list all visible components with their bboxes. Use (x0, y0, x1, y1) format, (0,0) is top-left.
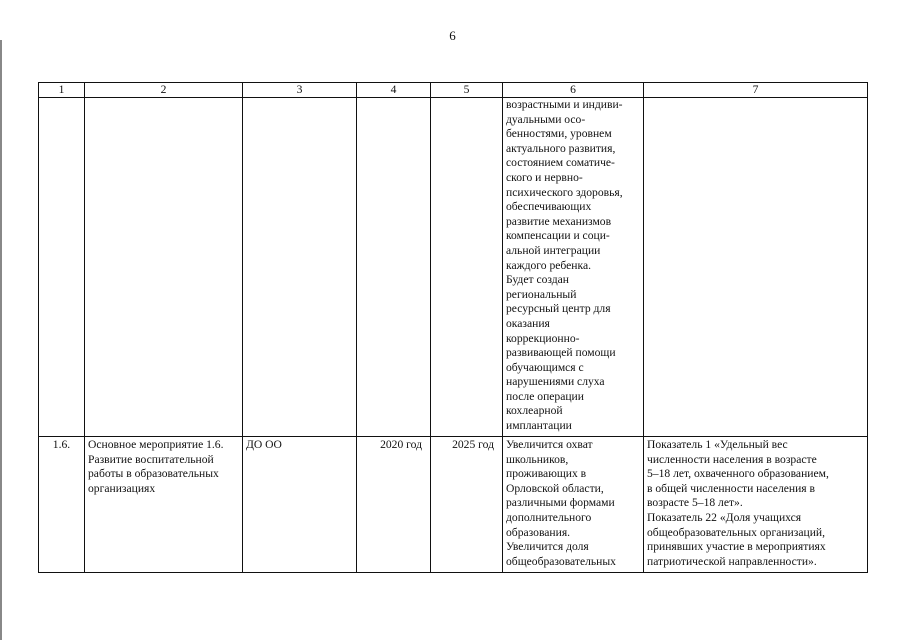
header-cell-1: 1 (39, 83, 85, 98)
activity-line: работы в образовательных (88, 467, 219, 481)
result-line: Увеличится охват (506, 438, 593, 451)
indicator-cell (644, 437, 868, 573)
result-line: бенностями, уровнем (506, 127, 612, 141)
indicator-line: Показатель 22 «Доля учащихся (647, 510, 802, 524)
activity-line: Основное мероприятие 1.6. (88, 438, 224, 451)
result-line: актуального развития, (506, 141, 616, 155)
result-line: состоянием соматиче- (506, 156, 615, 170)
result-line: имплантации (506, 419, 572, 433)
header-row (39, 83, 868, 98)
result-line: альной интеграции (506, 243, 601, 257)
result-cell (503, 437, 644, 573)
result-line: школьников, (506, 452, 569, 466)
result-line: различными формами (506, 496, 615, 510)
indicator-line: численности населения в возрасте (647, 452, 817, 466)
result-line: региональный (506, 287, 577, 301)
result-line: оказания (506, 316, 550, 330)
result-line: кохлеарной (506, 404, 563, 418)
continuation-row (39, 98, 868, 437)
cont-cell-3 (243, 98, 357, 437)
result-line: проживающих в (506, 467, 587, 481)
result-line: образования. (506, 525, 571, 539)
result-line: ского и нервно- (506, 170, 583, 184)
result-line: Увеличится доля (506, 540, 589, 554)
program-table (38, 82, 868, 573)
header-cell-5: 5 (431, 83, 503, 98)
end-year-cell: 2025 год (431, 437, 503, 573)
result-line: развивающей помощи (506, 346, 616, 360)
header-cell-2: 2 (85, 83, 243, 98)
indicator-line: Показатель 1 «Удельный вес (647, 438, 788, 451)
start-year-cell: 2020 год (357, 437, 431, 573)
result-line: развитие механизмов (506, 214, 612, 228)
header-cell-4: 4 (357, 83, 431, 98)
cont-cell-1 (39, 98, 85, 437)
result-line: коррекционно- (506, 331, 580, 345)
indicator-line: 5–18 лет, охваченного образованием, (647, 467, 829, 481)
indicator-line: принявших участие в мероприятиях (647, 540, 826, 554)
page-number: 6 (449, 28, 456, 43)
result-line: Орловской области, (506, 481, 604, 495)
activity-line: организациях (88, 481, 156, 495)
executor-cell: ДО ОО (243, 437, 357, 573)
result-line: каждого ребенка. (506, 258, 592, 272)
result-line: нарушениями слуха (506, 375, 605, 389)
header-cell-7: 7 (644, 83, 868, 98)
indicator-line: в общей численности населения в (647, 481, 815, 495)
result-line: обучающимся с (506, 360, 584, 374)
cont-cell-2 (85, 98, 243, 437)
indicator-line: возрасте 5–18 лет». (647, 496, 743, 510)
table-row-1-6 (39, 437, 868, 573)
result-line: компенсации и соци- (506, 229, 610, 243)
result-line: возрастными и индиви- (506, 98, 623, 111)
indicator-line: патриотической направленности». (647, 554, 817, 568)
margin-rule (0, 40, 2, 640)
result-line: после операции (506, 389, 584, 403)
header-cell-6: 6 (503, 83, 644, 98)
cont-cell-4 (357, 98, 431, 437)
cont-result-cell (503, 98, 644, 437)
activity-line: Развитие воспитательной (88, 452, 214, 466)
row-number: 1.6. (39, 437, 85, 573)
result-line: Будет создан (506, 273, 570, 287)
indicator-line: общеобразовательных организаций, (647, 525, 825, 539)
cont-cell-5 (431, 98, 503, 437)
result-line: дополнительного (506, 510, 592, 524)
result-line: ресурсный центр для (506, 302, 611, 316)
header-cell-3: 3 (243, 83, 357, 98)
result-line: дуальными осо- (506, 112, 586, 126)
result-line: психического здоровья, (506, 185, 623, 199)
result-line: общеобразовательных (506, 554, 616, 568)
cont-cell-7 (644, 98, 868, 437)
activity-cell (85, 437, 243, 573)
result-line: обеспечивающих (506, 200, 592, 214)
